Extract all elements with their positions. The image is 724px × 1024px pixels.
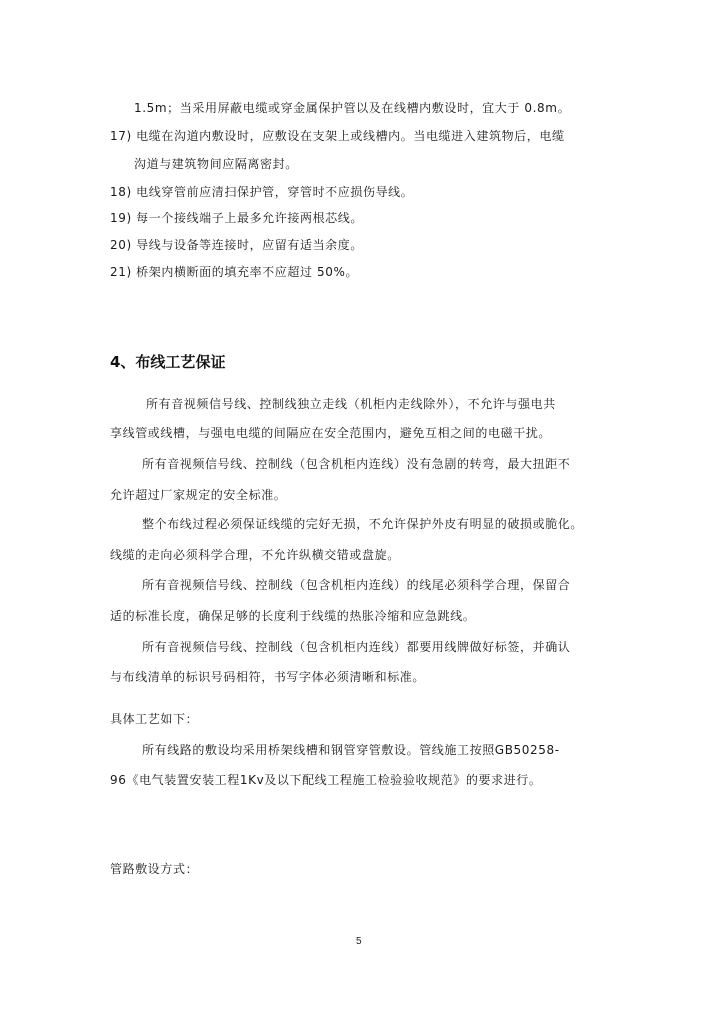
paragraph-line: 所有音视频信号线、控制线独立走线（机柜内走线除外），不允许与强电共 [146, 397, 556, 411]
subheading-line: 具体工艺如下： [110, 712, 199, 726]
list-item-17: 17) 电缆在沟道内敷设时，应敷设在支架上或线槽内。当电缆进入建筑物后，电缆 [110, 129, 565, 143]
paragraph-line: 整个布线过程必须保证线缆的完好无损，不允许保护外皮有明显的破损或脆化。 [142, 517, 584, 531]
list-line-continuation: 1.5m；当采用屏蔽电缆或穿金属保护管以及在线槽内敷设时，宜大于 0.8m。 [134, 101, 571, 115]
paragraph-line: 所有线路的敷设均采用桥架线槽和钢管穿管敷设。管线施工按照GB50258- [142, 743, 560, 757]
paragraph-line: 线缆的走向必须科学合理，不允许纵横交错或盘旋。 [110, 548, 400, 562]
subheading-line: 管路敷设方式： [110, 862, 199, 876]
list-item-17-continuation: 沟道与建筑物间应隔离密封。 [134, 157, 298, 171]
paragraph-line: 与布线清单的标识号码相符，书写字体必须清晰和标准。 [110, 670, 426, 684]
paragraph-line: 所有音视频信号线、控制线（包含机柜内连线）没有急剧的转弯，最大扭距不 [142, 457, 571, 471]
paragraph-line: 享线管或线槽，与强电电缆的间隔应在安全范围内，避免互相之间的电磁干扰。 [110, 426, 552, 440]
page-number: 5 [356, 936, 362, 947]
paragraph-line: 所有音视频信号线、控制线（包含机柜内连线）都要用线牌做好标签，并确认 [142, 640, 571, 654]
list-item-20: 20) 导线与设备等连接时，应留有适当余度。 [110, 238, 363, 252]
paragraph-line: 96《电气装置安装工程1Kv及以下配线工程施工检验验收规范》的要求进行。 [110, 773, 542, 787]
paragraph-line: 适的标准长度，确保足够的长度利于线缆的热胀冷缩和应急跳线。 [110, 609, 476, 623]
list-item-21: 21) 桥架内横断面的填充率不应超过 50%。 [110, 265, 359, 279]
paragraph-line: 允许超过厂家规定的安全标准。 [110, 488, 287, 502]
list-item-18: 18) 电线穿管前应清扫保护管，穿管时不应损伤导线。 [110, 185, 414, 199]
paragraph-line: 所有音视频信号线、控制线（包含机柜内连线）的线尾必须科学合理，保留合 [142, 578, 571, 592]
section-heading: 4、布线工艺保证 [110, 353, 226, 371]
list-item-19: 19) 每一个接线端子上最多允许接两根芯线。 [110, 211, 363, 225]
